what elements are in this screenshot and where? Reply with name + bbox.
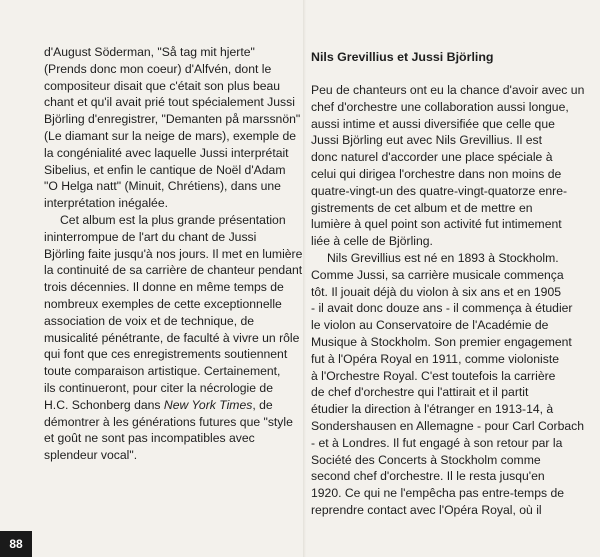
text-line: la continuité de sa carrière de chanteur pendant — [44, 263, 303, 278]
text-line: association de voix et de technique, de — [44, 313, 255, 328]
text-line: 1920. Ce qui ne l'empêcha pas entre-temps de — [311, 486, 565, 501]
right-column — [311, 49, 585, 519]
left-column — [44, 44, 303, 464]
text-line: à l'Orchestre Royal. C'est toutefois la carrière — [311, 368, 556, 383]
text-line: et goût ne sont pas incompatibles avec — [44, 431, 255, 446]
text-line: fut à l'Opéra Royal en 1911, comme violoniste — [311, 351, 560, 366]
text-line: second chef d'orchestre. Il le resta jusqu'en — [311, 469, 545, 484]
text-line: musicalité pénétrante, de faculté à vivre un rôle — [44, 330, 300, 345]
text-line: Nils Grevillius est né en 1893 à Stockholm. — [327, 250, 559, 265]
text-line: - il avait donc douze ans - il commença à étudier — [311, 301, 573, 316]
text-line: trois décennies. Il donne en même temps de — [44, 280, 284, 295]
text-line: étudier la direction à l'étranger en 1913-14, à — [311, 402, 554, 417]
text-line: Cet album est la plus grande présentation — [60, 212, 286, 227]
text-line: Société des Concerts à Stockholm comme — [311, 452, 541, 467]
left-paragraph-1 — [44, 44, 301, 212]
citation-lead: H.C. Schonberg dans — [44, 397, 164, 412]
text-line: la congénialité avec laquelle Jussi interprétait — [44, 145, 289, 160]
text-line: compositeur disait que c'était son plus beau — [44, 78, 281, 93]
citation-tail: , de — [252, 397, 273, 412]
text-line: donc naturel d'accorder une place spéciale à — [311, 150, 553, 165]
text-line: tôt. Il jouait déjà du violon à six ans et en 1905 — [311, 284, 562, 299]
text-line: "O Helga natt" (Minuit, Chrétiens), dans une — [44, 179, 281, 194]
text-line: (Prends donc mon coeur) d'Alfvén, dont le — [44, 61, 272, 76]
text-line: Sibelius, et enfin le cantique de Noël d'Adam — [44, 162, 286, 177]
page-fold-shadow — [303, 0, 306, 557]
text-line: lumière à quel point son activité fut intimement — [311, 217, 562, 232]
citation-line — [44, 397, 298, 414]
text-line: chant et qu'il avait prié tout spécialement Jussi — [44, 95, 295, 110]
text-line: - et à Londres. Il fut engagé à son retour par la — [311, 435, 563, 450]
newspaper-title: New York Times — [163, 397, 253, 412]
text-line: (Le diamant sur la neige de mars), exemple de — [44, 128, 297, 143]
text-line: Comme Jussi, sa carrière musicale commença — [311, 267, 564, 282]
text-line: aussi intime et aussi diversifiée que celle que — [311, 116, 555, 131]
text-line: Sondershausen en Allemagne - pour Carl Corbach — [311, 418, 585, 433]
text-line: liée à celle de Björling. — [311, 234, 433, 249]
text-line: ininterrompue de l'art du chant de Jussi — [44, 229, 257, 244]
text-line: qui font que ces enregistrements soutiennent — [44, 347, 288, 362]
text-line: Musique à Stockholm. Son premier engagement — [311, 334, 572, 349]
text-line: Jussi Björling eut avec Nils Grevillius. Il est — [311, 133, 542, 148]
text-line: de chef d'orchestre qui l'attirait et il partit — [311, 385, 529, 400]
text-line: reprendre contact avec l'Opéra Royal, où il — [311, 502, 542, 517]
text-line: gistrements de cet album et de mettre en — [311, 200, 533, 215]
left-paragraph-2 — [44, 212, 303, 464]
text-line: Peu de chanteurs ont eu la chance d'avoir avec un — [311, 83, 585, 97]
text-line: d'August Söderman, "Så tag mit hjerte" — [44, 45, 255, 59]
text-line: quatre-vingt-un des quatre-vingt-quatorze enre- — [311, 183, 568, 198]
section-heading: Nils Grevillius et Jussi Björling — [311, 50, 494, 64]
text-line: ils continueront, pour citer la nécrologie de — [44, 380, 273, 395]
text-line: interprétation inégalée. — [44, 196, 168, 211]
text-line: toute comparaison artistique. Certainement, — [44, 364, 281, 379]
text-line: celui qui dirigea l'orchestre dans non moins de — [311, 166, 562, 181]
right-paragraph-1 — [311, 82, 585, 250]
text-line: nombreux exemples de cette exceptionnelle — [44, 296, 282, 311]
text-line: splendeur vocal". — [44, 448, 138, 463]
right-paragraph-2 — [311, 250, 585, 519]
text-line: démontrer à les générations futures que "style — [44, 414, 293, 429]
text-line: Björling d'enregistrer, "Demanten på marssnön" — [44, 112, 301, 127]
text-line: Björling faite jusqu'à nos jours. Il met en lumière — [44, 246, 303, 261]
text-line: chef d'orchestre une collaboration aussi longue, — [311, 99, 569, 114]
page-number: 88 — [0, 531, 32, 557]
text-line: le violon au Conservatoire de l'Académie de — [311, 318, 549, 333]
